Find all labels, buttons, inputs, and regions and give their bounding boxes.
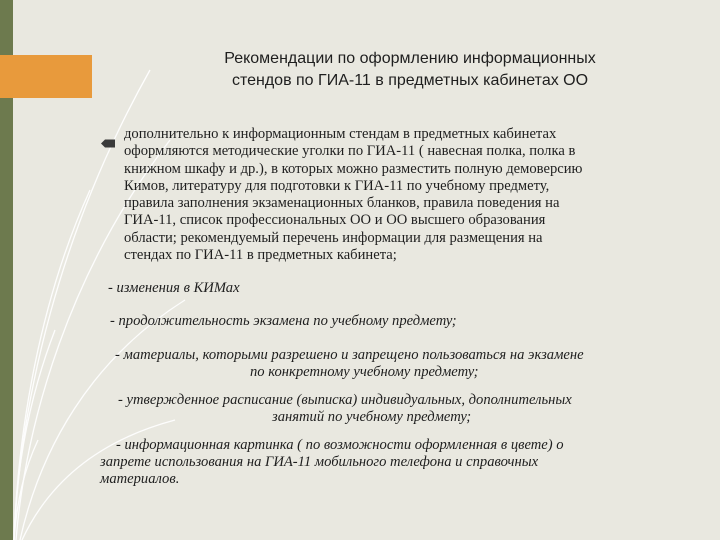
pencil-bullet-icon	[101, 139, 115, 148]
list-item-schedule-line-2: занятий по учебному предмету;	[272, 409, 472, 425]
list-item-materials-line-2: по конкретному учебному предмету;	[250, 364, 479, 380]
list-item-schedule-line-1: - утвержденное расписание (выписка) индивидуальных, дополнительных	[118, 392, 572, 408]
title-line-2: стендов по ГИА-11 в предметных кабинетах ОО	[231, 72, 589, 89]
paragraph-line: оформляются методические уголки по ГИА-11 ( навесная полка, полка в	[124, 143, 576, 160]
list-item-kim: - изменения в КИМах	[108, 280, 240, 296]
paragraph-line: Кимов, литературу для подготовки к ГИА-11 по учебному предмету,	[124, 177, 550, 194]
paragraph-line: правила заполнения экзаменационных бланков, правила поведения на	[124, 195, 560, 212]
paragraph-line: области; рекомендуемый перечень информации для размещения на	[124, 229, 543, 246]
list-item-duration: - продолжительность экзамена по учебному предмету;	[110, 313, 457, 329]
list-item-info-line-3: материалов.	[100, 471, 180, 487]
paragraph-line: ГИА-11, список профессиональных ОО и ОО высшего образования	[124, 212, 546, 229]
paragraph-line: книжном шкафу и др.), в которых можно разместить полную демоверсию	[124, 160, 583, 177]
orange-accent-tab	[0, 55, 92, 98]
main-paragraph	[124, 126, 664, 264]
list-item-info-line-2: запрете использования на ГИА-11 мобильного телефона и справочных	[100, 454, 539, 470]
title-line-1: Рекомендации по оформлению информационных	[224, 50, 596, 67]
page-title	[150, 48, 670, 92]
list-item-info-line-1: - информационная картинка ( по возможности оформленная в цвете) о	[116, 437, 564, 453]
paragraph-line: стендах по ГИА-11 в предметных кабинета;	[124, 247, 397, 264]
paragraph-line: дополнительно к информационным стендам в предметных кабинетах	[124, 126, 557, 142]
list-item-materials-line-1: - материалы, которыми разрешено и запрещено пользоваться на экзамене	[115, 347, 584, 363]
